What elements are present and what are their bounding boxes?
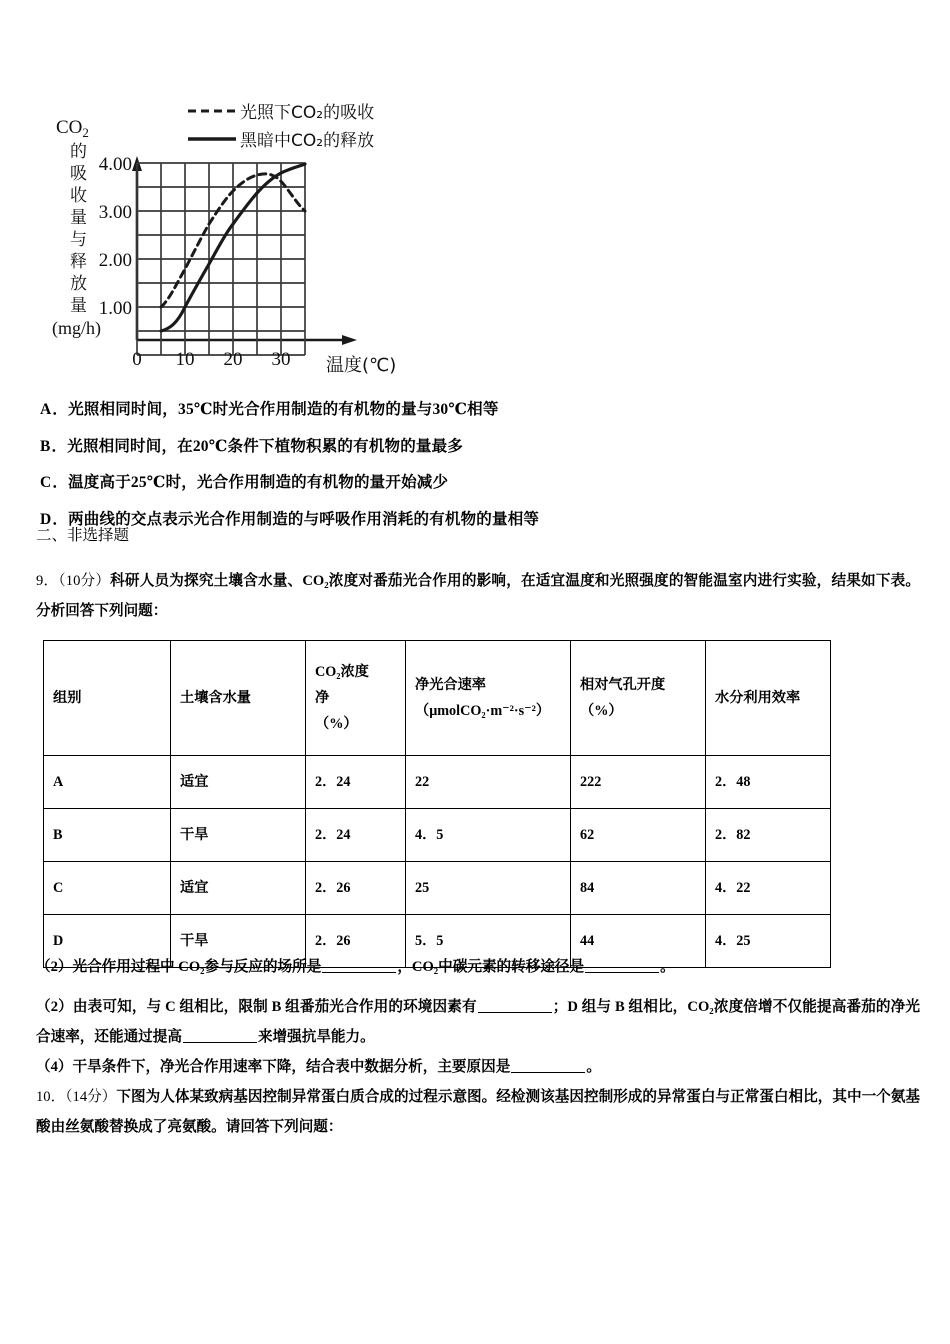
cell-stomatal: 84 [571, 862, 706, 915]
question-10-text: 下图为人体某致病基因控制异常蛋白质合成的过程示意图。经检测该基因控制形成的异常蛋白与正常蛋白相比，其中一个氨基酸由丝氨酸替换成了亮氨酸。请回答下列问题： [36, 1089, 920, 1135]
sub-question-2b [36, 992, 920, 1052]
x-tick-20: 20 [223, 349, 243, 370]
svg-text:与: 与 [70, 230, 87, 250]
answer-blank[interactable] [322, 958, 396, 973]
cell-co2: 2．24 [306, 756, 406, 809]
cell-soil-water: 适宜 [171, 862, 306, 915]
svg-text:释: 释 [70, 252, 87, 272]
x-tick-30: 30 [271, 349, 291, 370]
header-relative-stomatal-opening: 相对气孔开度 （%） [571, 641, 706, 756]
answer-blank[interactable] [511, 1058, 585, 1073]
option-a-text: 光照相同时间，35℃时光合作用制造的有机物的量与30℃相等 [68, 401, 499, 418]
option-list [40, 402, 920, 548]
option-b-letter: B [40, 437, 51, 455]
answer-blank[interactable] [183, 1028, 257, 1043]
cell-net-rate: 5．5 [406, 915, 571, 968]
cell-soil-water: 干旱 [171, 915, 306, 968]
cell-group: A [44, 756, 171, 809]
header-water-use-efficiency: 水分利用效率 [706, 641, 831, 756]
x-axis-title: 温度(℃) [326, 355, 397, 376]
option-d-letter: D [40, 510, 52, 528]
cell-net-rate: 4．5 [406, 809, 571, 862]
experiment-data-table [43, 640, 831, 968]
cell-group: C [44, 862, 171, 915]
header-group: 组别 [44, 641, 171, 756]
header-soil-water: 土壤含水量 [171, 641, 306, 756]
option-c[interactable]: C．温度高于25℃时，光合作用制造的有机物的量开始减少 [40, 474, 449, 491]
sub-question-2a-part1: （2）光合作用过程中 CO₂参与反应的场所是 [36, 959, 322, 975]
sub-question-2a-part2: ，CO₂中碳元素的转移途径是 [397, 959, 585, 975]
sub-question-2b-part3: 来增强抗旱能力。 [257, 1029, 375, 1045]
sub-question-4 [36, 1052, 920, 1082]
question-9-text: 科研人员为探究土壤含水量、CO₂浓度对番茄光合作用的影响，在适宜温度和光照强度的智能温室内进行实验，结果如下表。分析回答下列问题： [36, 573, 920, 619]
option-c-text: 温度高于25℃时，光合作用制造的有机物的量开始减少 [68, 474, 449, 491]
cell-group: D [44, 915, 171, 968]
svg-text:吸: 吸 [70, 164, 87, 184]
cell-stomatal: 62 [571, 809, 706, 862]
svg-text:量: 量 [70, 296, 87, 316]
cell-net-rate: 22 [406, 756, 571, 809]
sub-question-2b-part1: （2）由表可知，与 C 组相比，限制 B 组番茄光合作用的环境因素有 [36, 999, 477, 1015]
header-co2-concentration: CO₂浓度 净 （%） [306, 641, 406, 756]
y-tick-1: 1.00 [98, 298, 132, 319]
question-9-score: （10分） [58, 573, 111, 589]
svg-text:量: 量 [70, 208, 87, 228]
cell-stomatal: 222 [571, 756, 706, 809]
chart-legend [188, 103, 374, 151]
y-tick-4: 4.00 [98, 154, 132, 175]
cell-wue: 4．25 [706, 915, 831, 968]
cell-wue: 2．82 [706, 809, 831, 862]
question-9-number: 9． [36, 573, 59, 589]
question-10-score: （14分） [65, 1089, 117, 1105]
option-b-text: 光照相同时间，在20℃条件下植物积累的有机物的量最多 [67, 437, 464, 455]
y-tick-labels [99, 154, 132, 319]
option-c-letter: C [40, 474, 52, 491]
cell-net-rate: 25 [406, 862, 571, 915]
table-row [44, 862, 831, 915]
cell-co2: 2．26 [306, 915, 406, 968]
legend-label-light-absorption: 光照下CO₂的吸收 [240, 103, 375, 123]
cell-soil-water: 干旱 [171, 809, 306, 862]
question-9-stem [36, 566, 920, 626]
sub-question-4-part1: （4）干旱条件下，净光合作用速率下降，结合表中数据分析，主要原因是 [36, 1059, 511, 1075]
answer-blank[interactable] [478, 998, 552, 1013]
cell-soil-water: 适宜 [171, 756, 306, 809]
question-10-number: 10． [36, 1089, 66, 1105]
svg-text:收: 收 [70, 186, 87, 206]
option-a[interactable]: A．光照相同时间，35℃时光合作用制造的有机物的量与30℃相等 [40, 401, 499, 418]
cell-co2: 2．26 [306, 862, 406, 915]
sub-question-2a [36, 952, 920, 982]
table-row [44, 756, 831, 809]
sub-question-4-part2: 。 [586, 1059, 601, 1075]
section-heading: 二、非选择题 [36, 527, 130, 544]
option-a-letter: A [40, 401, 52, 418]
svg-text:的: 的 [70, 142, 87, 162]
y-axis-title [52, 117, 101, 339]
cell-co2: 2．24 [306, 809, 406, 862]
cell-stomatal: 44 [571, 915, 706, 968]
cell-wue: 2．48 [706, 756, 831, 809]
cell-wue: 4．22 [706, 862, 831, 915]
x-tick-labels [132, 349, 290, 370]
answer-blank[interactable] [585, 958, 659, 973]
chart-svg [40, 78, 460, 378]
legend-label-dark-release: 黑暗中CO₂的释放 [240, 131, 375, 151]
co2-temperature-chart [40, 78, 460, 378]
option-d[interactable]: D．两曲线的交点表示光合作用制造的与呼吸作用消耗的有机物的量相等 [40, 510, 540, 528]
svg-text:(mg/h): (mg/h) [52, 318, 101, 338]
option-d-text: 两曲线的交点表示光合作用制造的与呼吸作用消耗的有机物的量相等 [68, 510, 540, 528]
question-10-stem [36, 1082, 920, 1142]
table-row [44, 809, 831, 862]
y-tick-2: 2.00 [98, 250, 132, 271]
header-net-photosynthesis-rate: 净光合速率 （μmolCO₂·m⁻²·s⁻²） [406, 641, 571, 756]
sub-question-2b-part2: ；D 组与 B 组相比，CO₂浓度倍增不仅能提高番茄的净光合速率，还能通过提高 [36, 999, 920, 1045]
svg-text:放: 放 [70, 274, 87, 294]
x-tick-0: 0 [132, 349, 142, 370]
svg-text:CO2: $CO_2$ [56, 117, 89, 140]
x-tick-10: 10 [175, 349, 195, 370]
sub-question-2a-part3: 。 [660, 959, 675, 975]
cell-group: B [44, 809, 171, 862]
option-b[interactable]: B．光照相同时间，在20℃条件下植物积累的有机物的量最多 [40, 437, 464, 455]
x-axis-arrowhead [342, 335, 357, 345]
y-tick-3: 3.00 [98, 202, 132, 223]
table-header-row [44, 641, 831, 756]
chart-gridlines [137, 163, 305, 355]
